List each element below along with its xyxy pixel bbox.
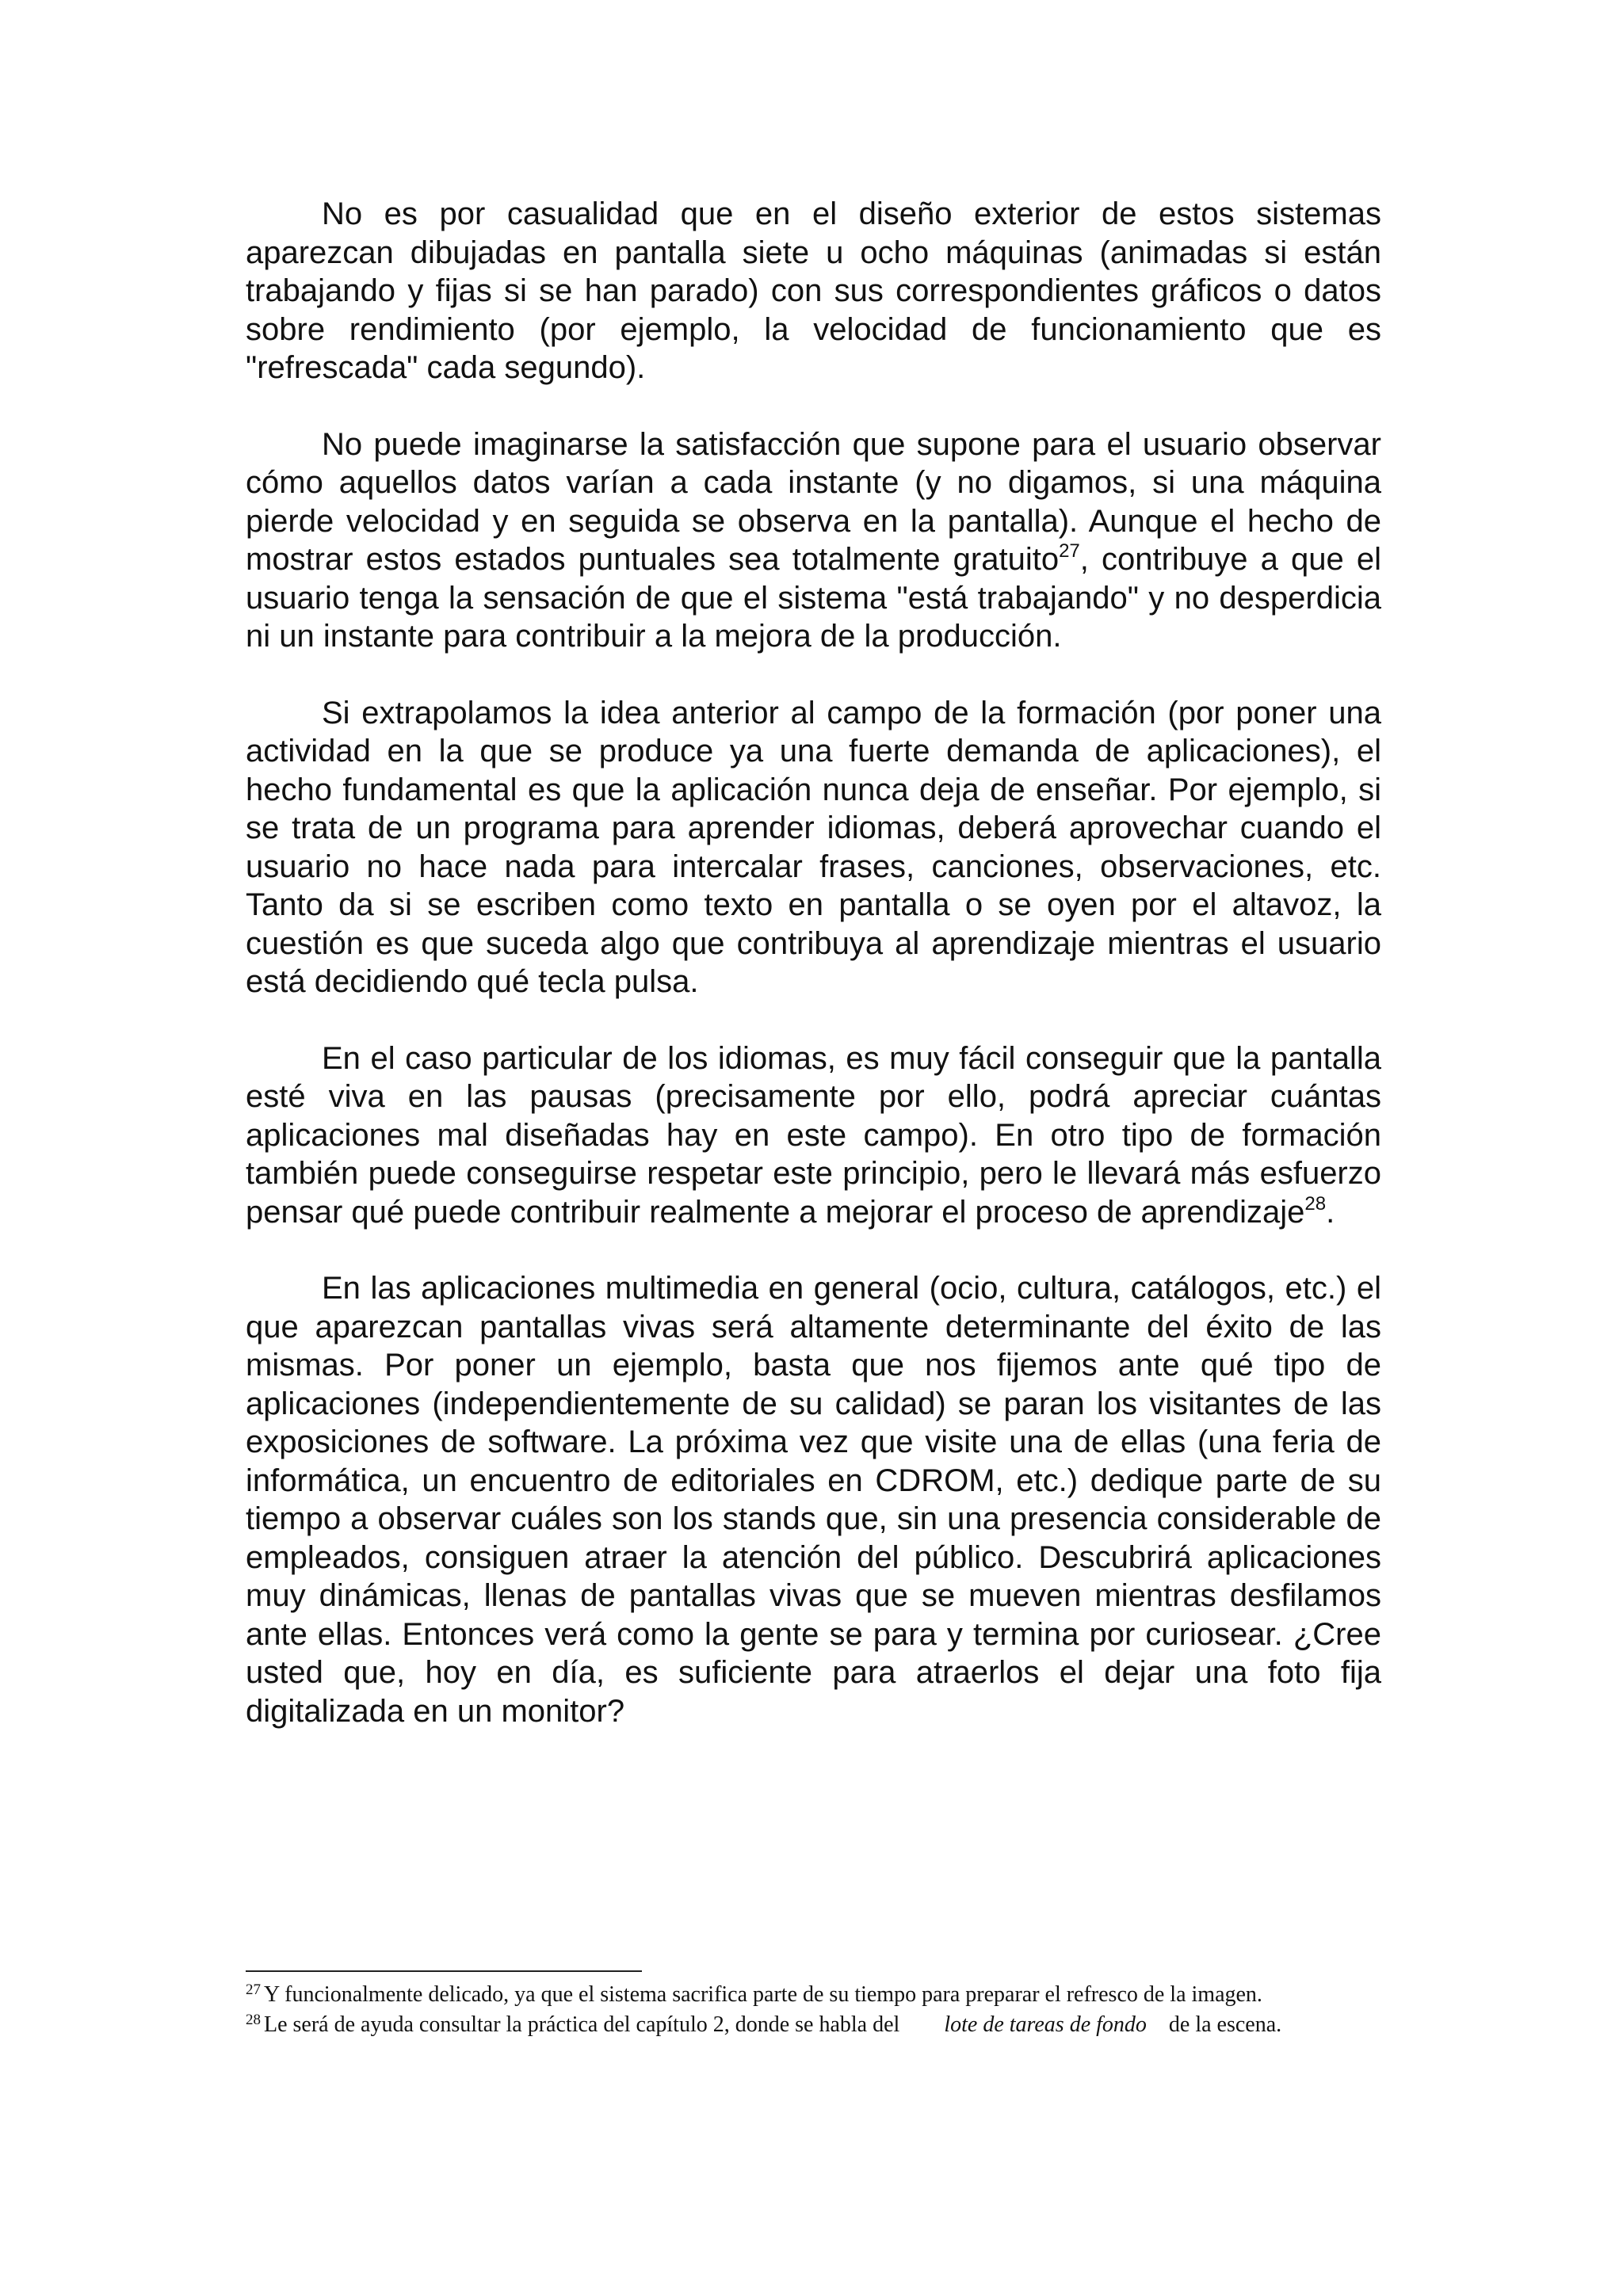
body-text xyxy=(246,195,1381,1730)
footnote-28-text-after: de la escena. xyxy=(1168,2012,1282,2037)
paragraph-2 xyxy=(246,425,1381,656)
footnote-28-text-before: Le será de ayuda consultar la práctica del capítulo 2, donde se habla del xyxy=(264,2012,900,2037)
footnotes xyxy=(246,1980,1381,2040)
paragraph-4-text-after: . xyxy=(1326,1194,1335,1230)
paragraph-1-text: No es por casualidad que en el diseño exterior de estos sistemas aparezcan dibujadas en pantalla siete u ocho máquinas (animadas si están trabajando y fijas si se han parado) con sus correspondientes gráficos o datos sobre rendimiento (por ejemplo, la velocidad de funcionamiento que es "refrescada" cada segundo). xyxy=(246,196,1381,385)
footnote-separator xyxy=(246,1970,642,1972)
footnote-ref-27[interactable]: 27 xyxy=(1059,540,1080,562)
footnote-28-italic-text: lote de tareas de fondo xyxy=(944,2012,1147,2037)
paragraph-2-text-after: , contribuye a que el usuario tenga la sensación de que el sistema "está trabajando" y no desperdicia ni un instante para contribuir a la mejora de la producción. xyxy=(246,542,1381,654)
footnote-28-number: 28 xyxy=(246,2012,261,2028)
paragraph-1 xyxy=(246,195,1381,387)
footnote-ref-28[interactable]: 28 xyxy=(1304,1192,1327,1215)
footnote-27-text: Y funcionalmente delicado, ya que el sistema sacrifica parte de su tiempo para preparar el refresco de la imagen. xyxy=(264,1982,1262,2007)
paragraph-4 xyxy=(246,1039,1381,1232)
paragraph-4-text-before: En el caso particular de los idiomas, es muy fácil conseguir que la pantalla esté viva en las pausas (precisamente por ello, podrá apreciar cuántas aplicaciones mal diseñadas hay en este campo). En otro tipo de formación también puede conseguirse respetar este principio, pero le llevará más esfuerzo pensar qué puede contribuir realmente a mejorar el proceso de aprendizaje xyxy=(246,1040,1381,1230)
footnote-28 xyxy=(246,2010,1381,2040)
footnote-27 xyxy=(246,1980,1381,2010)
paragraph-5-text: En las aplicaciones multimedia en general (ocio, cultura, catálogos, etc.) el que aparezcan pantallas vivas será altamente determinante del éxito de las mismas. Por poner un ejemplo, basta que nos fijemos ante qué tipo de aplicaciones (independientemente de su calidad) se paran los visitantes de las exposiciones de software. La próxima vez que visite una de ellas (una feria de informática, un encuentro de editoriales en CDROM, etc.) dedique parte de su tiempo a observar cuáles son los stands que, sin una presencia considerable de empleados, consiguen atraer la atención del público. Descubrirá aplicaciones muy dinámicas, llenas de pantallas vivas que se mueven mientras desfilamos ante ellas. Entonces verá como la gente se para y termina por curiosear. ¿Cree usted que, hoy en día, es suficiente para atraerlos el dejar una foto fija digitalizada en un monitor? xyxy=(246,1271,1381,1729)
paragraph-2-text-before: No puede imaginarse la satisfacción que supone para el usuario observar cómo aquellos datos varían a cada instante (y no digamos, si una máquina pierde velocidad y en seguida se observa en la pantalla). Aunque el hecho de mostrar estos estados puntuales sea totalmente gratuito xyxy=(246,426,1381,577)
footnote-27-number: 27 xyxy=(246,1981,261,1998)
paragraph-5 xyxy=(246,1269,1381,1730)
paragraph-3 xyxy=(246,694,1381,1001)
paragraph-3-text: Si extrapolamos la idea anterior al campo de la formación (por poner una actividad en la que se produce ya una fuerte demanda de aplicaciones), el hecho fundamental es que la aplicación nunca deja de enseñar. Por ejemplo, si se trata de un programa para aprender idiomas, deberá aprovechar cuando el usuario no hace nada para intercalar frases, canciones, observaciones, etc. Tanto da si se escriben como texto en pantalla o se oyen por el altavoz, la cuestión es que suceda algo que contribuya al aprendizaje mientras el usuario está decidiendo qué tecla pulsa. xyxy=(246,695,1381,999)
